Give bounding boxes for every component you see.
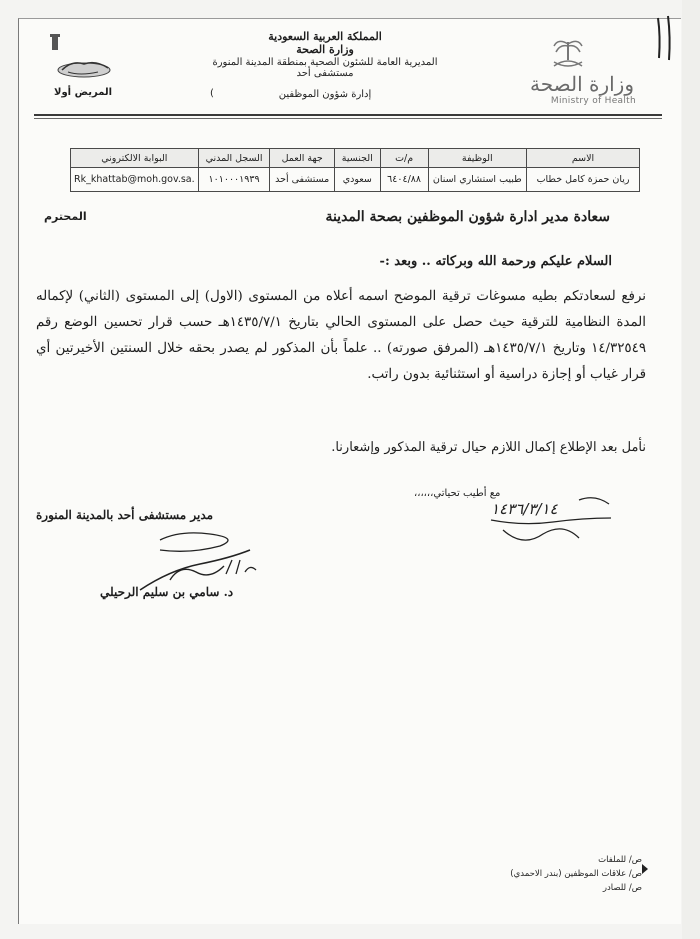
country-name: المملكة العربية السعودية xyxy=(268,30,382,43)
col-number-header: م/ت xyxy=(380,149,428,168)
col-nationality-header: الجنسية xyxy=(334,149,380,168)
col-name-header: الاسم xyxy=(527,149,640,168)
header-divider-thin xyxy=(34,118,662,119)
table-header-row xyxy=(71,149,640,168)
letter-addressee: سعادة مدير ادارة شؤون الموظفين بصحة المدينة xyxy=(325,209,610,225)
cc-files: ص/ للملفات xyxy=(598,855,642,865)
employee-email: Rk_khattab@moh.gov.sa. xyxy=(71,168,199,192)
hospital-name: مستشفى أحد xyxy=(296,68,354,79)
cc-outgoing: ص/ للصادر xyxy=(602,883,642,893)
moh-logo-block xyxy=(510,38,640,108)
employee-info-table xyxy=(70,148,640,192)
cc-employee-relations: ص/ علاقات الموظفين (بندر الاحمدي) xyxy=(510,869,642,879)
col-workplace-header: جهة العمل xyxy=(270,149,334,168)
handwritten-date xyxy=(483,490,618,550)
employee-workplace: مستشفى أحد xyxy=(270,168,334,192)
table-row xyxy=(71,168,640,192)
hands-logo-icon xyxy=(32,30,132,86)
header-paren: ( xyxy=(210,88,214,99)
hospital-logo-block xyxy=(32,30,132,100)
employee-name: ريان حمزة كامل خطاب xyxy=(527,168,640,192)
ministry-name: وزارة الصحة xyxy=(296,43,354,56)
col-job-header: الوظيفة xyxy=(428,149,527,168)
cc-block xyxy=(510,853,642,895)
letter-body-paragraph: نرفع لسعادتكم بطيه مسوغات ترقية الموضح اسمه أعلاه من المستوى (الاول) إلى المستوى (الثاني) لإكماله المدة النظامية للترقية حيث حصل على المستوى الحالي بتاريخ ١٤٣٥/٧/١هـ حسب قرار تحسين الوضع رقم ١٤/٣٢٥٤٩ وتاريخ ١٤٣٥/٧/١هـ (المرفق صورته) .. علماً بأن المذكور لم يصدر بحقه خلال السنتين الأخيرتين أي قرار غياب أو إجازة دراسية أو استثنائية بدون راتب. xyxy=(36,289,647,382)
corner-pen-mark xyxy=(654,14,676,62)
letter-closing: نأمل بعد الإطلاع إكمال اللازم حيال ترقية المذكور وإشعارنا. xyxy=(331,440,646,455)
patient-first-slogan: المريض أولا xyxy=(54,87,113,98)
handwritten-date-text: ١٤٣٦/٣/١٤ xyxy=(491,500,558,518)
employee-job: طبيب استشاري اسنان xyxy=(428,168,527,192)
employee-number: ٦٤٠٤/٨٨ xyxy=(380,168,428,192)
department-name: إدارة شؤون الموظفين xyxy=(278,89,372,100)
employee-civil-id: ١٠١٠٠٠١٩٣٩ xyxy=(198,168,270,192)
letter-regards: مع أطيب تحياتي،،،،،، xyxy=(414,488,501,499)
signatory-title: مدير مستشفى أحد بالمدينة المنورة xyxy=(36,508,214,522)
moh-arabic-wordmark: وزارة الصحة xyxy=(530,72,634,96)
addressee-honorific: المحترم xyxy=(44,210,87,223)
col-civil-id-header: السجل المدني xyxy=(198,149,270,168)
signatory-name: د. سامي بن سليم الرحيلي xyxy=(100,585,234,599)
cc-pen-mark xyxy=(640,862,650,876)
moh-english-wordmark: Ministry of Health xyxy=(550,96,636,106)
letter-greeting: السلام عليكم ورحمة الله وبركاته .. وبعد :- xyxy=(379,254,612,269)
letterhead-text xyxy=(200,30,450,100)
page-edge xyxy=(682,0,700,939)
col-email-header: البوابة الالكتروني xyxy=(71,149,199,168)
directorate-name: المديرية العامة للشئون الصحية بمنطقة المدينة المنورة xyxy=(212,57,438,68)
palm-swords-emblem-icon xyxy=(548,36,588,70)
header-divider xyxy=(34,114,662,116)
employee-nationality: سعودي xyxy=(334,168,380,192)
